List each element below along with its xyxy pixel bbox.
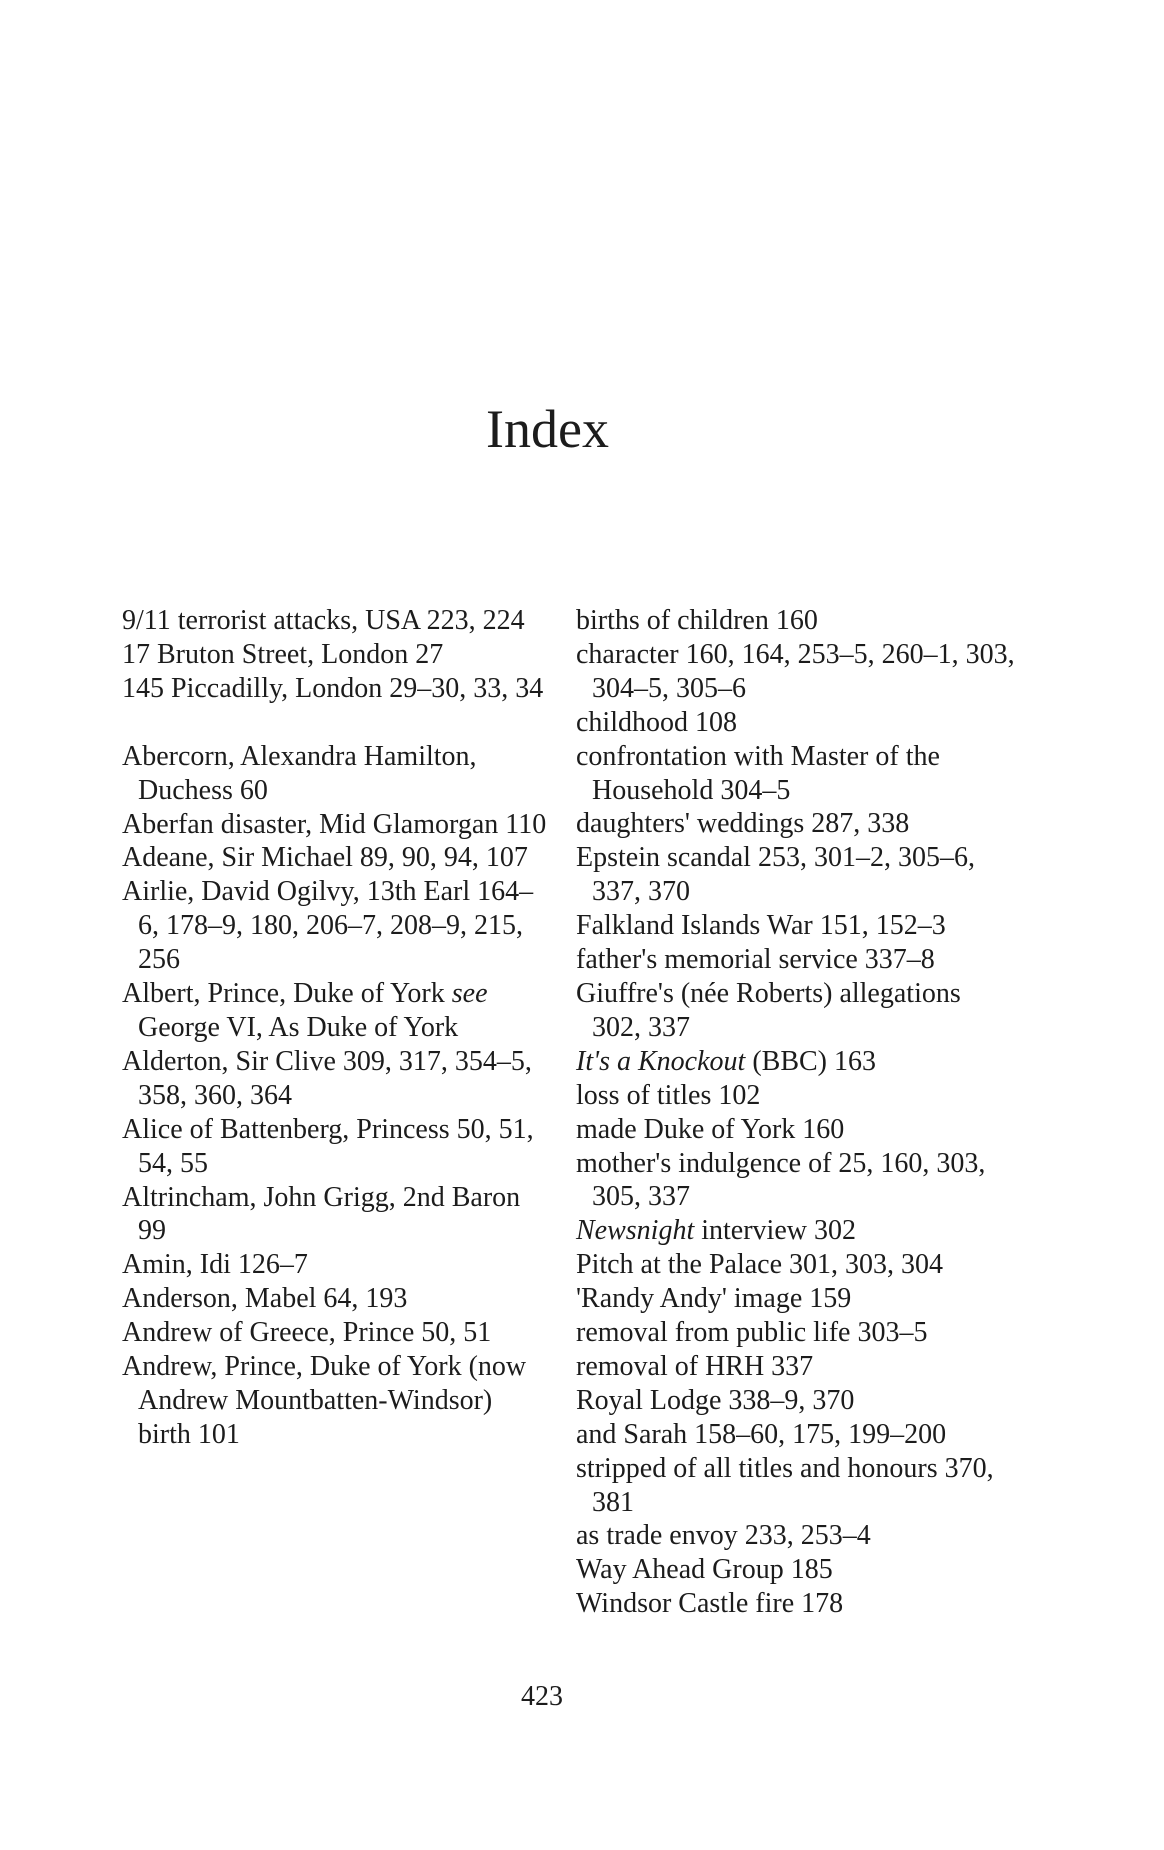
page-title: Index — [486, 399, 609, 459]
index-subentry: Giuffre's (née Roberts) allegations 302, 337 — [576, 977, 961, 1043]
index-entry: 9/11 terrorist attacks, USA 223, 224 — [122, 605, 525, 636]
index-subentry: Windsor Castle fire 178 — [576, 1588, 844, 1620]
index-subentry: Epstein scandal 253, 301–2, 305–6, 337, 370 — [576, 842, 975, 908]
index-subentry: made Duke of York 160 — [576, 1113, 845, 1145]
index-subentry: childhood 108 — [576, 706, 737, 738]
index-subentry: character 160, 164, 253–5, 260–1, 303, 304–5, 305–6 — [576, 638, 1015, 704]
entry-text: interview 302 — [694, 1215, 856, 1247]
index-subentry: confrontation with Master of the Household 304–5 — [576, 740, 940, 806]
index-entry: Alice of Battenberg, Princess 50, 51, 54, 55 — [122, 1113, 534, 1179]
entry-text: (BBC) 163 — [745, 1045, 876, 1077]
index-entry: Amin, Idi 126–7 — [122, 1249, 308, 1281]
index-subentry: Pitch at the Palace 301, 303, 304 — [576, 1249, 944, 1281]
index-subentry: birth 101 — [138, 1418, 240, 1450]
index-subentry: stripped of all titles and honours 370, 381 — [576, 1452, 994, 1518]
entry-text: George VI, As Duke of York — [138, 1011, 459, 1043]
index-column-left — [122, 604, 552, 1452]
index-subentry: Falkland Islands War 151, 152–3 — [576, 910, 946, 942]
index-subentry: births of children 160 — [576, 605, 818, 636]
index-entry: 145 Piccadilly, London 29–30, 33, 34 — [122, 672, 544, 704]
index-subentry: mother's indulgence of 25, 160, 303, 305, 337 — [576, 1147, 986, 1213]
index-subentry — [576, 1045, 1016, 1079]
index-subentry: and Sarah 158–60, 175, 199–200 — [576, 1418, 947, 1450]
index-subentry: 'Randy Andy' image 159 — [576, 1283, 852, 1315]
entry-text: Albert, Prince, Duke of York — [122, 978, 452, 1010]
index-entry: Adeane, Sir Michael 89, 90, 94, 107 — [122, 842, 528, 874]
index-entry: Andrew, Prince, Duke of York (now Andrew Mountbatten-Windsor) — [122, 1351, 527, 1416]
index-subentry: Royal Lodge 338–9, 370 — [576, 1384, 855, 1416]
index-subentry: loss of titles 102 — [576, 1079, 761, 1111]
see-reference: see — [451, 978, 488, 1010]
index-entry — [122, 977, 552, 1045]
index-subentry: Way Ahead Group 185 — [576, 1554, 833, 1586]
index-entry: Abercorn, Alexandra Hamilton, Duchess 60 — [122, 740, 477, 806]
index-subentry: as trade envoy 233, 253–4 — [576, 1520, 871, 1552]
index-entry: Aberfan disaster, Mid Glamorgan 110 — [122, 808, 547, 840]
index-subentry: daughters' weddings 287, 338 — [576, 808, 910, 840]
index-subentry: removal of HRH 337 — [576, 1350, 814, 1382]
programme-title: Newsnight — [576, 1215, 695, 1247]
index-subentry: father's memorial service 337–8 — [576, 944, 935, 976]
index-entry: Anderson, Mabel 64, 193 — [122, 1283, 408, 1315]
index-entry: Altrincham, John Grigg, 2nd Baron 99 — [122, 1181, 521, 1247]
index-column-right — [576, 604, 1016, 1621]
index-entry: Alderton, Sir Clive 309, 317, 354–5, 358, 360, 364 — [122, 1045, 532, 1111]
index-entry: Airlie, David Ogilvy, 13th Earl 164–6, 178–9, 180, 206–7, 208–9, 215, 256 — [122, 876, 534, 976]
index-entry: Andrew of Greece, Prince 50, 51 — [122, 1317, 492, 1349]
index-entry: 17 Bruton Street, London 27 — [122, 638, 444, 670]
index-subentry — [576, 1214, 1016, 1248]
programme-title: It's a Knockout — [576, 1045, 746, 1077]
page-number: 423 — [521, 1681, 563, 1712]
index-subentry: removal from public life 303–5 — [576, 1317, 928, 1349]
